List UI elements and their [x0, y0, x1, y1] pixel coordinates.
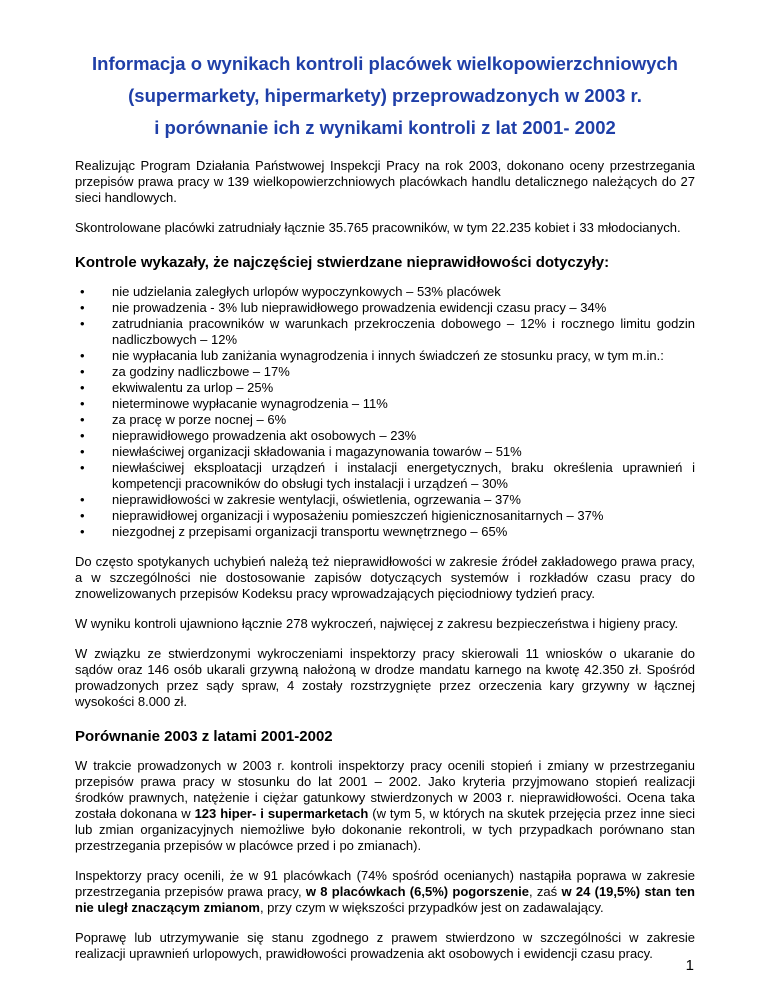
list-item: • zatrudniania pracowników w warunkach przekroczenia dobowego – 12% i rocznego limitu godzin nadliczbowych – 12%	[80, 316, 695, 347]
list-item: • niezgodnej z przepisami organizacji transportu wewnętrznego – 65%	[80, 524, 508, 539]
bullet-icon: •	[80, 364, 85, 379]
bullet-icon: •	[80, 444, 85, 459]
list-item: • za godziny nadliczbowe – 17%	[80, 364, 290, 379]
bullet-icon: •	[80, 348, 85, 363]
list-item: • nieterminowe wypłacanie wynagrodzenia – 11%	[80, 396, 388, 411]
highlight-unchanged: w 24 (19,5%) stan ten nie uległ znaczącym zmianom	[75, 884, 695, 915]
list-item: • nieprawidłowości w zakresie wentylacji, oświetlenia, ogrzewania – 37%	[80, 492, 521, 507]
section-heading-findings: Kontrole wykazały, że najczęściej stwierdzane nieprawidłowości dotyczyły:	[75, 254, 610, 271]
list-item: • niewłaściwej organizacji składowania i magazynowania towarów – 51%	[80, 444, 522, 459]
bullet-icon: •	[80, 492, 85, 507]
comparison-paragraph-1: W trakcie prowadzonych w 2003 r. kontroli inspektorzy pracy ocenili stopień i zmiany w przestrzeganiu przepisów prawa pracy w stosunku do lat 2001 – 2002. Jako kryteria przyjmowano stopień realizacji środków prawnych, natężenie i ciężar gatunkowy stwierdzonych w 2003 r. nieprawidłowości. Ocena taka została dokonana w 123 hiper- i supermarketach (w tym 5, w których na skutek przejęcia przez inne sieci lub zmian organizacyjnych niemożliwe było dokonanie rekontroli, w tych przypadkach porównano stan przestrzegania przepisów w placówce przed i po zmianach).	[75, 758, 695, 853]
list-item: • nieprawidłowej organizacji i wyposażeniu pomieszczeń higienicznosanitarnych – 37%	[80, 508, 604, 523]
bullet-icon: •	[80, 524, 85, 539]
list-item: • nie wypłacania lub zaniżania wynagrodzenia i innych świadczeń ze stosunku pracy, w tym m.in.:	[80, 348, 664, 363]
list-item: • nie udzielania zaległych urlopów wypoczynkowych – 53% placówek	[80, 284, 501, 299]
document-page	[75, 48, 695, 976]
list-item: • niewłaściwej eksploatacji urządzeń i instalacji energetycznych, braku określenia uprawnień i kompetencji pracowników do obsługi tych instalacji i urządzeń – 30%	[80, 460, 695, 491]
bullet-icon: •	[80, 316, 85, 331]
bullet-icon: •	[80, 508, 85, 523]
list-item: • ekwiwalentu za urlop – 25%	[80, 380, 274, 395]
findings-paragraph-3: W związku ze stwierdzonymi wykroczeniami inspektorzy pracy skierowali 11 wniosków o ukaranie do sądów oraz 146 osób ukarali grzywną nałożoną w drodze mandatu karnego na kwotę 42.350 zł. Spośród prowadzonych przez sądy spraw, 4 zostały rozstrzygnięte przez orzeczenia kary grzywny w łącznej wysokości 8.000 zł.	[75, 646, 695, 709]
intro-paragraph-1: Realizując Program Działania Państwowej Inspekcji Pracy na rok 2003, dokonano oceny przestrzegania przepisów prawa pracy w 139 wielkopowierzchniowych placówkach handlu detalicznego należących do 27 sieci handlowych.	[75, 158, 695, 205]
comparison-paragraph-2: Inspektorzy pracy ocenili, że w 91 placówkach (74% spośród ocenianych) nastąpiła poprawa w zakresie przestrzegania przepisów prawa pracy, w 8 placówkach (6,5%) pogorszenie, zaś w 24 (19,5%) stan ten nie uległ znaczącym zmianom, przy czym w większości przypadków jest on zadawalający.	[75, 868, 695, 915]
intro-paragraph-2: Skontrolowane placówki zatrudniały łącznie 35.765 pracowników, w tym 22.235 kobiet i 33 młodocianych.	[75, 220, 681, 235]
title-line-1: Informacja o wynikach kontroli placówek wielkopowierzchniowych	[92, 53, 678, 74]
title-line-2: (supermarkety, hipermarkety) przeprowadzonych w 2003 r.	[128, 85, 642, 106]
bullet-icon: •	[80, 428, 85, 443]
bullet-icon: •	[80, 284, 85, 299]
comparison-paragraph-3: Poprawę lub utrzymywanie się stanu zgodnego z prawem stwierdzono w szczególności w zakresie realizacji uprawnień urlopowych, prawidłowości prowadzenia akt osobowych i ewidencji czasu pracy.	[75, 930, 695, 961]
section-heading-comparison: Porównanie 2003 z latami 2001-2002	[75, 728, 333, 745]
list-item: • za pracę w porze nocnej – 6%	[80, 412, 287, 427]
document-title	[75, 48, 695, 144]
bullet-icon: •	[80, 396, 85, 411]
highlight-count: 123 hiper- i supermarketach	[194, 806, 369, 821]
bullet-icon: •	[80, 412, 85, 427]
findings-list	[75, 284, 695, 540]
highlight-worsened: w 8 placówkach (6,5%) pogorszenie	[305, 884, 529, 899]
findings-paragraph-2: W wyniku kontroli ujawniono łącznie 278 wykroczeń, najwięcej z zakresu bezpieczeństwa i higieny pracy.	[75, 616, 679, 631]
page-number: 1	[685, 957, 694, 974]
list-item: • nie prowadzenia - 3% lub nieprawidłowego prowadzenia ewidencji czasu pracy – 34%	[80, 300, 607, 315]
list-item: • nieprawidłowego prowadzenia akt osobowych – 23%	[80, 428, 417, 443]
findings-paragraph-1: Do często spotykanych uchybień należą też nieprawidłowości w zakresie źródeł zakładowego prawa pracy, a w szczególności nie dostosowanie zapisów dotyczących systemów i rozkładów czasu pracy do znowelizowanych przepisów Kodeksu pracy wprowadzających pięciodniowy tydzień pracy.	[75, 554, 695, 601]
bullet-icon: •	[80, 460, 85, 475]
title-line-3: i porównanie ich z wynikami kontroli z lat 2001- 2002	[154, 117, 616, 138]
bullet-icon: •	[80, 300, 85, 315]
bullet-icon: •	[80, 380, 85, 395]
